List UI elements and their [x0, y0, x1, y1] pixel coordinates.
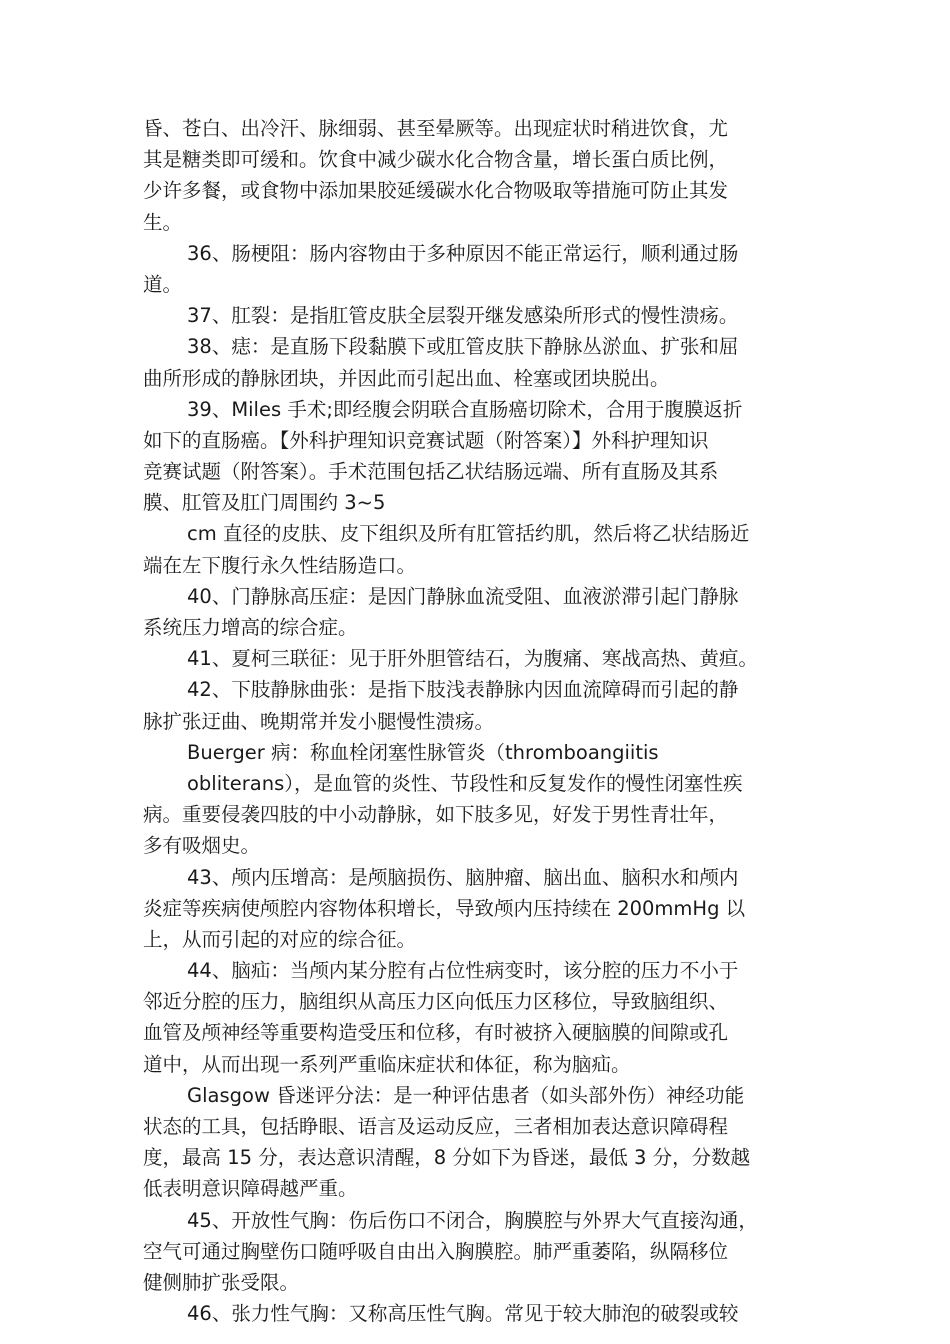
text-line: 44、脑疝：当颅内某分腔有占位性病变时，该分腔的压力不小于 — [187, 959, 739, 983]
text-line: 病。重要侵袭四肢的中小动静脉，如下肢多见，好发于男性青壮年， — [143, 803, 729, 827]
paragraph-46-tension-pneumothorax — [143, 1298, 813, 1329]
paragraph-38-hemorrhoid — [143, 331, 813, 393]
text-line: 43、颅内压增高：是颅脑损伤、脑肿瘤、脑出血、脑积水和颅内 — [187, 865, 739, 889]
paragraph-39-miles-surgery — [143, 394, 813, 519]
text-line: 炎症等疾病使颅腔内容物体积增长，导致颅内压持续在 200mmHg 以 — [143, 896, 746, 920]
text-line: Glasgow 昏迷评分法：是一种评估患者（如头部外伤）神经功能 — [187, 1083, 745, 1107]
paragraph-44-brain-herniation — [143, 955, 813, 1080]
text-line: 端在左下腹行永久性结肠造口。 — [143, 553, 417, 577]
text-line: obliterans），是血管的炎性、节段性和反复发作的慢性闭塞性疾 — [187, 771, 743, 795]
text-line: 膜、肛管及肛门周围约 3~5 — [143, 491, 386, 515]
text-line: 41、夏柯三联征：见于肝外胆管结石，为腹痛、寒战高热、黄疸。 — [187, 647, 758, 671]
text-line: 38、痣：是直肠下段黏膜下或肛管皮肤下静脉丛淤血、扩张和屈 — [187, 335, 739, 359]
text-line: 健侧肺扩张受限。 — [143, 1270, 300, 1294]
paragraph-buerger-continued — [143, 768, 813, 862]
text-line: 昏、苍白、出冷汗、脉细弱、甚至晕厥等。出现症状时稍进饮食，尤 — [143, 117, 729, 140]
text-line: 曲所形成的静脉团块，并因此而引起出血、栓塞或团块脱出。 — [143, 366, 670, 390]
paragraph-39-continued — [143, 518, 813, 580]
text-line: 45、开放性气胸：伤后伤口不闭合，胸膜腔与外界大气直接沟通， — [187, 1208, 758, 1232]
document-body — [143, 113, 813, 1329]
text-line: 空气可通过胸壁伤口随呼吸自由出入胸膜腔。肺严重萎陷，纵隔移位 — [143, 1239, 729, 1263]
text-line: 邻近分腔的压力，脑组织从高压力区向低压力区移位，导致脑组织、 — [143, 990, 729, 1014]
paragraph-glasgow — [143, 1080, 813, 1205]
text-line: 42、下肢静脉曲张：是指下肢浅表静脉内因血流障碍而引起的静 — [187, 678, 739, 702]
paragraph-40-portal-hypertension — [143, 581, 813, 643]
text-line: 度，最高 15 分，表达意识清醒，8 分如下为昏迷，最低 3 分，分数越 — [143, 1146, 751, 1170]
text-line: 上，从而引起的对应的综合征。 — [143, 927, 417, 951]
text-line: 状态的工具，包括睁眼、语言及运动反应，三者相加表达意识障碍程 — [143, 1115, 729, 1138]
text-line: 39、Miles 手术;即经腹会阴联合直肠癌切除术，合用于腹膜返折 — [187, 397, 743, 421]
text-line: 血管及颅神经等重要构造受压和位移，有时被挤入硬脑膜的间隙或孔 — [143, 1021, 729, 1045]
text-line: Buerger 病：称血栓闭塞性脉管炎（thromboangiitis — [187, 740, 659, 764]
text-line: 系统压力增高的综合症。 — [143, 616, 358, 639]
paragraph-buerger — [143, 737, 813, 768]
text-line: cm 直径的皮肤、皮下组织及所有肛管括约肌，然后将乙状结肠近 — [187, 522, 750, 546]
text-line: 37、肛裂：是指肛管皮肤全层裂开继发感染所形式的慢性溃疡。 — [187, 304, 739, 328]
paragraph-36-intestinal-obstruction — [143, 238, 813, 300]
paragraph-continuation — [143, 113, 813, 238]
text-line: 少许多餐，或食物中添加果胶延缓碳水化合物吸取等措施可防止其发 — [143, 179, 729, 203]
paragraph-45-open-pneumothorax — [143, 1205, 813, 1299]
text-line: 46、张力性气胸：又称高压性气胸。常见于较大肺泡的破裂或较 — [187, 1302, 739, 1326]
text-line: 生。 — [143, 210, 183, 234]
paragraph-37-anal-fissure — [143, 300, 813, 331]
text-line: 脉扩张迂曲、晚期常并发小腿慢性溃疡。 — [143, 709, 495, 733]
text-line: 如下的直肠癌。【外科护理知识竞赛试题（附答案）】外科护理知识 — [143, 428, 709, 452]
paragraph-43-intracranial-pressure — [143, 862, 813, 956]
paragraph-41-charcot-triad — [143, 643, 813, 674]
text-line: 低表明意识障碍越严重。 — [143, 1177, 358, 1201]
text-line: 多有吸烟史。 — [143, 834, 261, 858]
text-line: 道。 — [143, 272, 183, 296]
text-line: 其是糖类即可缓和。饮食中减少碳水化合物含量，增长蛋白质比例， — [143, 148, 729, 172]
text-line: 道中，从而出现一系列严重临床症状和体征，称为脑疝。 — [143, 1052, 631, 1076]
text-line: 36、肠梗阻：肠内容物由于多种原因不能正常运行，顺利通过肠 — [187, 241, 739, 265]
paragraph-42-varicose-veins — [143, 674, 813, 736]
text-line: 竞赛试题（附答案）。手术范围包括乙状结肠远端、所有直肠及其系 — [143, 460, 719, 484]
text-line: 40、门静脉高压症：是因门静脉血流受阻、血液淤滞引起门静脉 — [187, 584, 739, 608]
